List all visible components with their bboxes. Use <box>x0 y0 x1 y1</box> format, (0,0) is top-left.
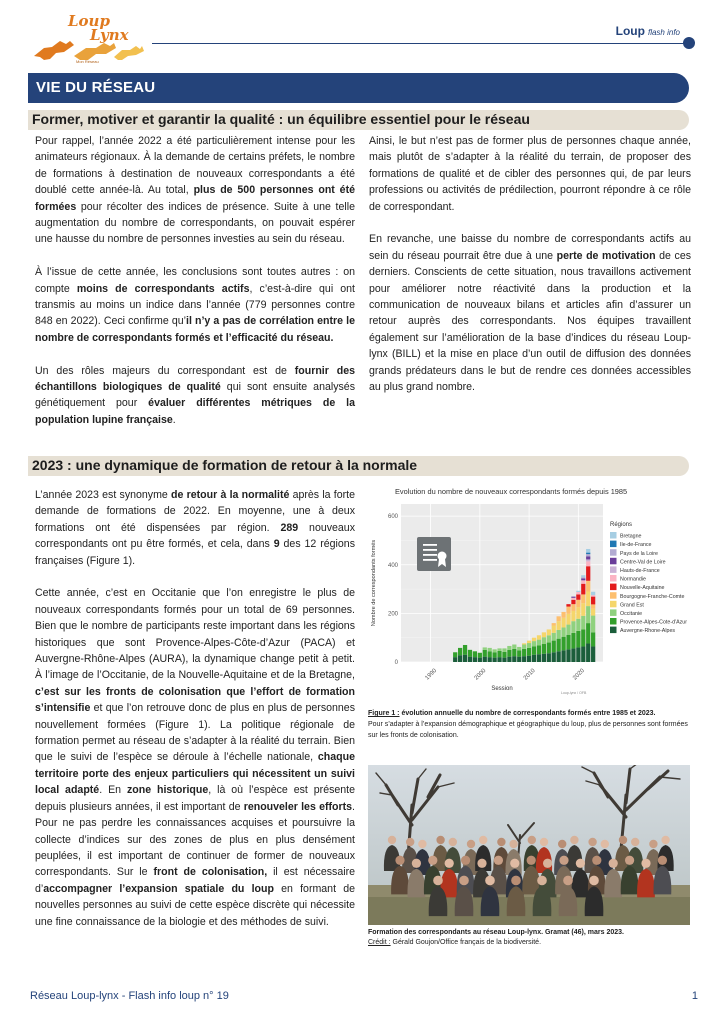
chart-legend-label: Centre-Val de Loire <box>620 559 666 566</box>
chart-bar-segment <box>492 649 496 652</box>
chart-bar-segment <box>581 584 585 595</box>
chart-bar-segment <box>542 644 546 654</box>
chart-legend-label: Provence-Alpes-Cote-d'Azur <box>620 619 687 626</box>
chart-bar-segment <box>571 600 575 604</box>
chart-bar-segment <box>473 651 477 657</box>
chart-legend-label: Occitanie <box>620 611 643 617</box>
chart-bar-segment <box>458 648 462 655</box>
chart-bar-segment <box>581 629 585 646</box>
photo-caption <box>368 928 688 948</box>
section-banner <box>28 73 689 103</box>
chart-bar-segment <box>492 658 496 662</box>
chart-xtick-label: 2000 <box>473 667 488 682</box>
figure1-caption-text: Pour s’adapter à l’expansion démographique et géographique du loup, plus de personnes sont formées sur les fronts de colonisation. <box>368 721 688 739</box>
article1-right-paragraph-1: Ainsi, le but n’est pas de former plus de personnes chaque année, mais plutôt de s’adapter à la réalité du terrain, de proposer des formations de qualité et de cibler des personnes qui, de par leurs professions ou activités de prédilection, pourront répondre à ce rôle de correspondant. <box>369 135 691 213</box>
logo-text-lynx: Lynx <box>90 26 129 44</box>
chart-bar-segment <box>527 641 531 643</box>
chart-bar-segment <box>542 654 546 662</box>
chart-bar-segment <box>591 609 595 616</box>
loup-lynx-logo <box>30 10 158 70</box>
chart-xtick-label: 2010 <box>522 667 537 682</box>
chart-bar-segment <box>527 643 531 648</box>
chart-bar-segment <box>552 641 556 653</box>
chart-bar-segment <box>581 616 585 630</box>
chart-bar-segment <box>478 653 482 658</box>
chart-bar-segment <box>458 655 462 662</box>
chart-bar-segment <box>581 578 585 580</box>
chart-bar-segment <box>586 566 590 581</box>
article2-heading-bar <box>28 456 689 476</box>
article1-heading: Former, motiver et garantir la qualité : un équilibre essentiel pour le réseau <box>32 111 530 127</box>
chart-bar-segment <box>571 633 575 649</box>
chart-bar-segment <box>547 635 551 642</box>
publication-title-bold: Loup <box>615 24 645 38</box>
chart-bar-segment <box>522 643 526 644</box>
chart-bar-segment <box>488 648 492 651</box>
chart-legend-label: Hauts-de-France <box>620 568 660 574</box>
chart-bar-segment <box>561 650 565 662</box>
chart-bar-segment <box>492 652 496 657</box>
chart-ytick-label: 200 <box>387 611 398 618</box>
chart-legend-label: Grand Est <box>620 602 644 609</box>
chart-legend-swatch <box>610 609 617 616</box>
chart-xtick-label: 1990 <box>424 667 439 682</box>
chart-bar-segment <box>502 658 506 662</box>
group-photo-image <box>368 765 690 925</box>
chart-bar-segment <box>507 657 511 662</box>
chart-bar-segment <box>502 648 506 651</box>
chart-bar-segment <box>576 631 580 648</box>
chart-bar-segment <box>566 649 570 662</box>
chart-bar-segment <box>576 591 580 592</box>
photo-caption-title: Formation des correspondants au réseau Loup-lynx. Gramat (46), mars 2023. <box>368 929 624 936</box>
chart-bar-segment <box>571 597 575 598</box>
chart-bar-segment <box>483 657 487 662</box>
chart-bar-segment <box>537 645 541 654</box>
chart-bar-segment <box>547 629 551 635</box>
chart-bar-segment <box>537 640 541 646</box>
chart-bar-segment <box>571 621 575 633</box>
figure1-chart <box>365 482 710 704</box>
article2-left-paragraph-2: Cette année, c’est en Occitanie que l’on enregistre le plus de nouveaux correspondants formés pour un total de 69 personnes. Bien que le nombre de participants reste important dans les régions historiques que sont Provence-Alpes-Côte-d’Azur (PACA) et Auvergne-Rhône-Alpes (AURA), la dynamique change petit à petit. À l’image de l’Occitanie, de la Nouvelle-Aquitaine et de la Bretagne, c’est sur les fronts de colonisation que l’effort de formation s’intensifie et que l’on retrouve donc de plus en plus de personnes nouvellement formées (Figure 1). La politique régionale de formation permet au réseau de s’adapter à la réalité du terrain. Bien que le suivi de l’espèce se déroule à l’échelle nationale, chaque territoire porte des enjeux particuliers qui nécessitent un suivi local adapté. En zone historique, là où l’espèce est présente depuis plusieurs années, il est important de renouveler les efforts. Pour ne pas perdre les connaissances acquises et poursuivre la collecte d’indices sur des zones de plus en plus densément peuplées, il est important de continuer de former de nouveaux correspondants. Sur le front de colonisation, il est nécessaire d’accompagner l’expansion spatiale du loup en formant de nouvelles personnes au suivi de cette espèce discrète qui nécessite une fine connaissance de la biologie et des méthodes de suivi. <box>35 587 356 928</box>
chart-legend-swatch <box>610 627 617 634</box>
chart-bar-segment <box>581 594 585 603</box>
chart-bar-segment <box>566 614 570 625</box>
chart-legend-label: Nouvelle-Aquitaine <box>620 585 665 592</box>
certificate-icon-line <box>423 544 437 546</box>
chart-bar-segment <box>581 646 585 662</box>
header-dot <box>683 37 695 49</box>
stacked-bar-chart <box>365 482 710 704</box>
chart-bar-segment <box>557 621 561 630</box>
chart-bar-segment <box>576 619 580 631</box>
photo-credit-label: Crédit : <box>368 939 391 946</box>
chart-bar-segment <box>557 639 561 652</box>
chart-bar-segment <box>512 656 516 662</box>
chart-bar-segment <box>561 618 565 628</box>
chart-legend-swatch <box>610 575 617 582</box>
chart-bar-segment <box>571 598 575 600</box>
article2-left-column <box>35 487 355 930</box>
chart-bar-segment <box>566 625 570 635</box>
chart-bar-segment <box>552 652 556 662</box>
chart-bar-segment <box>463 655 467 662</box>
chart-legend-label: Bretagne <box>620 533 642 540</box>
group-photo <box>368 765 690 925</box>
header-divider <box>152 43 687 44</box>
chart-bar-segment <box>557 651 561 662</box>
chart-bar-segment <box>532 641 536 646</box>
chart-bar-segment <box>591 632 595 646</box>
chart-legend-swatch <box>610 618 617 625</box>
chart-bar-segment <box>507 650 511 657</box>
chart-bar-segment <box>571 611 575 621</box>
chart-legend-swatch <box>610 532 617 539</box>
chart-bar-segment <box>561 627 565 636</box>
chart-bar-segment <box>571 604 575 611</box>
chart-bar-segment <box>586 554 590 556</box>
chart-bar-segment <box>547 653 551 662</box>
chart-bar-segment <box>586 623 590 643</box>
chart-bar-segment <box>576 594 580 599</box>
chart-bar-segment <box>483 650 487 657</box>
chart-legend-swatch <box>610 601 617 608</box>
chart-bar-segment <box>552 626 556 633</box>
article1-left-paragraph-2: À l’issue de cette année, les conclusions sont toutes autres : on compte moins de correspondants actifs, c’est-à-dire qui ont transmis au moins un indice dans l’année (779 personnes contre 848 en 2022). Ceci confirme qu’il n’y a pas de corrélation entre le nombre de correspondants formés et l’efficacité du réseau. <box>35 266 356 344</box>
chart-bar-segment <box>478 658 482 662</box>
chart-legend-swatch <box>610 549 617 556</box>
chart-bar-segment <box>453 657 457 662</box>
chart-bar-segment <box>586 549 590 553</box>
figure1-caption-bold: évolution annuelle du nombre de correspondants formés entre 1985 et 2023. <box>399 710 656 717</box>
chart-bar-segment <box>522 644 526 648</box>
chart-bar-segment <box>586 581 590 592</box>
chart-yaxis-label: Nombre de correspondants formés <box>371 539 377 627</box>
article1-heading-bar <box>28 110 689 130</box>
chart-ytick-label: 600 <box>387 514 398 521</box>
chart-bar-segment <box>586 606 590 623</box>
chart-bar-segment <box>576 647 580 662</box>
chart-bar-segment <box>517 650 521 656</box>
chart-bar-segment <box>581 580 585 583</box>
footer-publication: Réseau Loup-lynx - Flash info loup n° 19 <box>30 990 229 1002</box>
page-number: 1 <box>691 990 698 1002</box>
chart-title: Evolution du nombre de nouveaux correspondants formés depuis 1985 <box>395 487 628 496</box>
chart-bar-segment <box>586 592 590 607</box>
chart-bar-segment <box>571 648 575 662</box>
chart-bar-segment <box>522 656 526 662</box>
chart-bar-segment <box>497 651 501 657</box>
chart-bar-segment <box>591 595 595 596</box>
chart-bar-segment <box>483 647 487 649</box>
chart-legend-swatch <box>610 584 617 591</box>
chart-ytick-label: 400 <box>387 562 398 569</box>
chart-bar-segment <box>591 616 595 633</box>
certificate-icon-line <box>423 554 437 556</box>
chart-bar-segment <box>532 655 536 662</box>
chart-bar-segment <box>566 604 570 606</box>
chart-bar-segment <box>576 607 580 619</box>
chart-legend-label: Auvergne-Rhone-Alpes <box>620 628 676 635</box>
chart-bar-segment <box>497 648 501 650</box>
chart-bar-segment <box>453 652 457 657</box>
chart-legend-swatch <box>610 592 617 599</box>
chart-bar-segment <box>561 612 565 618</box>
chart-bar-segment <box>566 607 570 614</box>
chart-bar-segment <box>512 644 516 648</box>
chart-credit: Loup-lynx / OFB <box>561 691 587 695</box>
chart-xtick-label: 2020 <box>572 667 586 682</box>
chart-legend-swatch <box>610 566 617 573</box>
chart-legend-swatch <box>610 558 617 565</box>
chart-bar-segment <box>468 657 472 662</box>
figure1-caption <box>368 708 688 741</box>
chart-bar-segment <box>502 652 506 658</box>
chart-bar-segment <box>557 630 561 639</box>
publication-title-italic: flash info <box>647 28 680 37</box>
chart-bar-segment <box>591 646 595 662</box>
chart-bar-segment <box>532 638 536 641</box>
chart-bar-segment <box>586 561 590 566</box>
chart-bar-segment <box>586 553 590 554</box>
chart-xaxis-label: Session <box>491 686 513 692</box>
chart-bar-segment <box>537 635 541 639</box>
chart-legend-label: Pays de la Loire <box>620 550 658 557</box>
chart-bar-segment <box>473 657 477 662</box>
chart-bar-segment <box>517 657 521 662</box>
chart-ytick-label: 0 <box>394 660 398 666</box>
chart-bar-segment <box>581 603 585 616</box>
article1-left-paragraph-1: Pour rappel, l’année 2022 a été particulièrement intense pour les animateurs régionaux. À la demande de certains préfets, le nombre de formations à destination de nouveaux correspondants a été doublé cette année-là. Au total, plus de 500 personnes ont été formées pour récolter des indices de présence. Suite à une telle augmentation du nombre de correspondants, on pouvait espérer une hausse du nombre de personnes investies au sein du réseau. <box>35 135 355 246</box>
chart-bar-segment <box>581 575 585 577</box>
chart-bar-segment <box>581 577 585 578</box>
chart-bar-segment <box>527 648 531 656</box>
chart-bar-segment <box>542 632 546 637</box>
chart-bar-segment <box>591 597 595 605</box>
chart-legend-swatch <box>610 541 617 548</box>
chart-bar-segment <box>586 557 590 560</box>
chart-bar-segment <box>576 600 580 607</box>
certificate-icon-line <box>423 549 437 551</box>
chart-bar-segment <box>547 643 551 654</box>
chart-bar-segment <box>527 656 531 662</box>
chart-legend-title: Régions <box>610 522 633 528</box>
chart-bar-segment <box>463 645 467 655</box>
chart-bar-segment <box>522 649 526 656</box>
logo-subtitle: Mon Réseau <box>76 59 99 64</box>
article1-right-column <box>369 133 691 395</box>
chart-bar-segment <box>557 616 561 621</box>
article2-left-paragraph-1: L’année 2023 est synonyme de retour à la normalité après la forte demande de formations de 2022. En moyenne, une à deux formations ont été dispensées par région. 289 nouveaux correspondants ont pu être formés, et cela, dans 9 des 12 régions françaises (Figure 1). <box>35 489 356 567</box>
chart-bar-segment <box>586 644 590 662</box>
chart-bar-segment <box>532 646 536 654</box>
chart-bar-segment <box>552 623 556 625</box>
certificate-icon-line <box>423 559 437 561</box>
chart-bar-segment <box>542 637 546 644</box>
chart-bar-segment <box>497 657 501 662</box>
logo-text-loup: Loup <box>68 12 110 30</box>
chart-bar-segment <box>591 592 595 595</box>
chart-bar-segment <box>552 633 556 641</box>
article1-right-paragraph-2: En revanche, une baisse du nombre de correspondants actifs au sein du réseau pourrait être due à une perte de motivation de ces derniers. Conscients de cette situation, nous travaillons activement pour améliorer notre réactivité dans la production et la communication de nouveaux bilans et articles afin d’assurer un retour auprès des correspondants. Nos équipes travaillent également sur l’amélioration de la base d’indices du réseau Loup-lynx (BILL) et la mise en place d’un outil de diffusion des données grands prédateurs dans le but de rendre ces données accessibles au plus grand nombre. <box>369 233 692 394</box>
chart-bar-segment <box>561 637 565 651</box>
figure1-caption-label: Figure 1 : <box>368 710 400 717</box>
photo-credit-text: Gérald Goujon/Office français de la biodiversité. <box>390 939 542 946</box>
section-title: VIE DU RÉSEAU <box>36 79 156 96</box>
chart-legend-label: Normandie <box>620 576 646 583</box>
chart-bar-segment <box>468 650 472 657</box>
chart-bar-segment <box>591 604 595 608</box>
chart-bar-segment <box>488 657 492 662</box>
chart-bar-segment <box>566 635 570 650</box>
chart-bar-segment <box>488 651 492 657</box>
chart-bar-segment <box>512 649 516 656</box>
publication-title <box>616 24 680 38</box>
chart-bar-segment <box>537 654 541 662</box>
chart-legend-label: Bourgogne-Franche-Comte <box>620 593 685 600</box>
chart-legend-label: Ile-de-France <box>620 542 652 549</box>
chart-bar-segment <box>576 592 580 594</box>
chart-bar-segment <box>586 559 590 561</box>
chart-bar-segment <box>517 647 521 650</box>
article1-left-paragraph-3: Un des rôles majeurs du correspondant est de fournir des échantillons biologiques de qualité qui sont ensuite analysés génétiquement pour évaluer différentes métriques de la population lupine française. <box>35 364 355 426</box>
chart-bar-segment <box>507 646 511 650</box>
article2-heading: 2023 : une dynamique de formation de retour à la normale <box>32 457 418 473</box>
article1-left-column <box>35 133 355 428</box>
